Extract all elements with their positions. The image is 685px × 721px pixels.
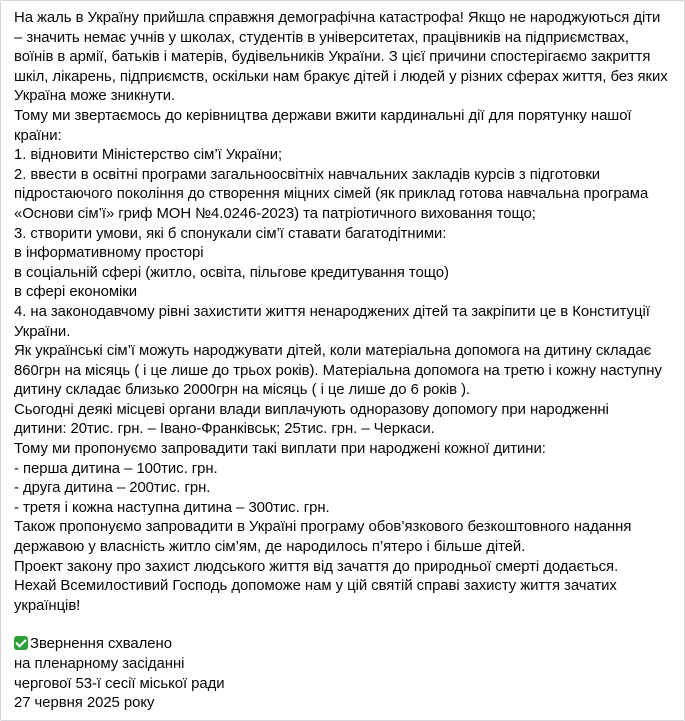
- post-line: країни:: [14, 127, 62, 144]
- post-line: державою у власність житло сім’ям, де народилось п’ятеро і більше дітей.: [14, 539, 526, 556]
- post-line: Сьогодні деякі місцеві органи влади виплачують одноразову допомогу при народженні: [14, 401, 609, 418]
- post-line: 2. ввести в освітні програми загальноосвітніх навчальних закладів курсів з підготовки: [14, 166, 601, 183]
- post-line: - друга дитина – 200тис. грн.: [14, 480, 211, 497]
- post-line: «Основи сім’ї» гриф МОН №4.0246-2023) та патріотичного виховання тощо;: [14, 205, 536, 222]
- post-line: Проект закону про захист людського життя від зачаття до природньої смерті додається.: [14, 558, 619, 575]
- post-line: Тому ми пропонуємо запровадити такі виплати при народжені кожної дитини:: [14, 441, 546, 458]
- post-line: дитину складає близько 2000грн на місяць ( і це лише до 6 років ).: [14, 382, 471, 399]
- post-line: На жаль в Україну прийшла справжня демографічна катастрофа! Якщо не народжуються діти: [14, 10, 661, 26]
- post-line: Україна може зникнути.: [14, 88, 176, 105]
- post-line: – значить немає учнів у школах, студентів в університетах, працівників на підприємствах,: [14, 29, 630, 46]
- approval-line: [14, 635, 678, 655]
- post-line: дитини: 20тис. грн. – Івано-Франківськ; 25тис. грн. – Черкаси.: [14, 421, 435, 438]
- post-line: 4. на законодавчому рівні захистити життя ненароджених дітей та закріпити це в Конституції: [14, 303, 650, 320]
- session-line: на пленарному засіданні: [14, 656, 185, 672]
- post-line: шкіл, лікарень, підприємств, оскільки нам бракує дітей і людей у різних сферах життя, без яких: [14, 68, 668, 85]
- post-line: в соціальній сфері (житло, освіта, пільгове кредитування тощо): [14, 264, 449, 281]
- post-line: Тому ми звертаємось до керівництва держави вжити кардинальні дії для порятунку нашої: [14, 107, 632, 124]
- post-line: воїнів в армії, батьків і матерів, будівельників України. З цієї причини спостерігаємо закриття: [14, 49, 651, 66]
- paragraph-gap: [14, 616, 678, 635]
- check-mark-icon: [14, 636, 28, 650]
- post-line: 1. відновити Міністерство сім’ї України;: [14, 147, 283, 164]
- post-line: - перша дитина – 100тис. грн.: [14, 460, 218, 477]
- date-line: 27 червня 2025 року: [14, 695, 155, 712]
- post-line: - третя і кожна наступна дитина – 300тис. грн.: [14, 499, 330, 516]
- post-line: українців!: [14, 597, 81, 614]
- approval-text: Звернення схвалено: [30, 636, 172, 653]
- council-line: чергової 53-ї сесії міської ради: [14, 675, 225, 692]
- post-line: підростаючого покоління до створення міцних сімей (як приклад готова навчальна програма: [14, 186, 649, 203]
- post-line: України.: [14, 323, 71, 340]
- post-line: Як українські сім’ї можуть народжувати дітей, коли матеріальна допомога на дитину складає: [14, 343, 652, 360]
- post-line: в сфері економіки: [14, 284, 138, 301]
- post-line: 860грн на місяць ( і це лише до трьох років). Матеріальна допомога на третю і кожну наступну: [14, 362, 662, 379]
- post-line: 3. створити умови, які б спонукали сім’ї ставати багатодітними:: [14, 225, 447, 242]
- post-line: Також пропонуємо запровадити в Україні програму обов’язкового безкоштовного надання: [14, 519, 632, 536]
- post-line: в інформативному просторі: [14, 245, 204, 262]
- post-body: [14, 9, 678, 714]
- post-line: Нехай Всемилостивий Господь допоможе нам у цій святій справі захисту життя зачатих: [14, 578, 617, 595]
